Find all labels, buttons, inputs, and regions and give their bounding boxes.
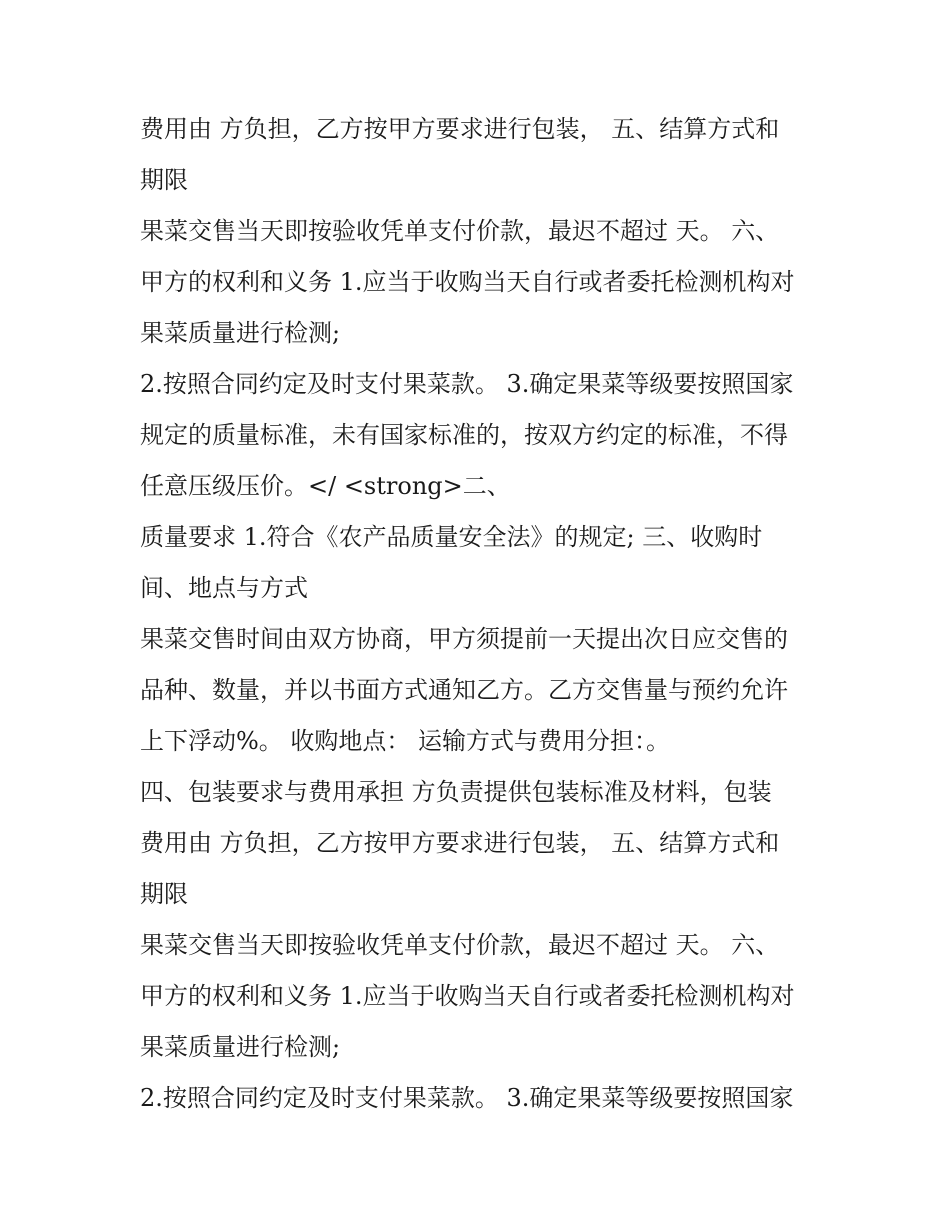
text-line: 间、地点与方式 xyxy=(140,574,308,602)
text-line: 甲方的权利和义务 1.应当于收购当天自行或者委托检测机构对 xyxy=(140,268,795,296)
text-line: 品种、数量，并以书面方式通知乙方。乙方交售量与预约允许 xyxy=(140,676,788,704)
text-line: 期限 xyxy=(140,880,188,908)
text-line: 果菜质量进行检测; xyxy=(140,1033,341,1061)
text-line: 任意压级压价。</ <strong>二、 xyxy=(140,472,511,500)
text-line: 质量要求 1.符合《农产品质量安全法》的规定; 三、收购时 xyxy=(140,523,763,551)
document-body xyxy=(140,107,820,1127)
text-line: 费用由 方负担，乙方按甲方要求进行包装， 五、结算方式和 xyxy=(140,829,780,857)
text-line: 甲方的权利和义务 1.应当于收购当天自行或者委托检测机构对 xyxy=(140,982,795,1010)
text-line: 四、包装要求与费用承担 方负责提供包装标准及材料，包装 xyxy=(140,778,772,806)
text-line: 2.按照合同约定及时支付果菜款。 3.确定果菜等级要按照国家 xyxy=(140,1084,794,1112)
text-line: 果菜质量进行检测; xyxy=(140,319,341,347)
text-line: 规定的质量标准，未有国家标准的，按双方约定的标准，不得 xyxy=(140,421,788,449)
text-line: 期限 xyxy=(140,166,188,194)
text-line: 果菜交售当天即按验收凭单支付价款，最迟不超过 天。 六、 xyxy=(140,217,780,245)
text-line: 果菜交售时间由双方协商，甲方须提前一天提出次日应交售的 xyxy=(140,625,788,653)
text-line: 费用由 方负担，乙方按甲方要求进行包装， 五、结算方式和 xyxy=(140,115,780,143)
text-line: 2.按照合同约定及时支付果菜款。 3.确定果菜等级要按照国家 xyxy=(140,370,794,398)
text-line: 上下浮动%。 收购地点： 运输方式与费用分担：。 xyxy=(140,727,671,755)
text-line: 果菜交售当天即按验收凭单支付价款，最迟不超过 天。 六、 xyxy=(140,931,780,959)
